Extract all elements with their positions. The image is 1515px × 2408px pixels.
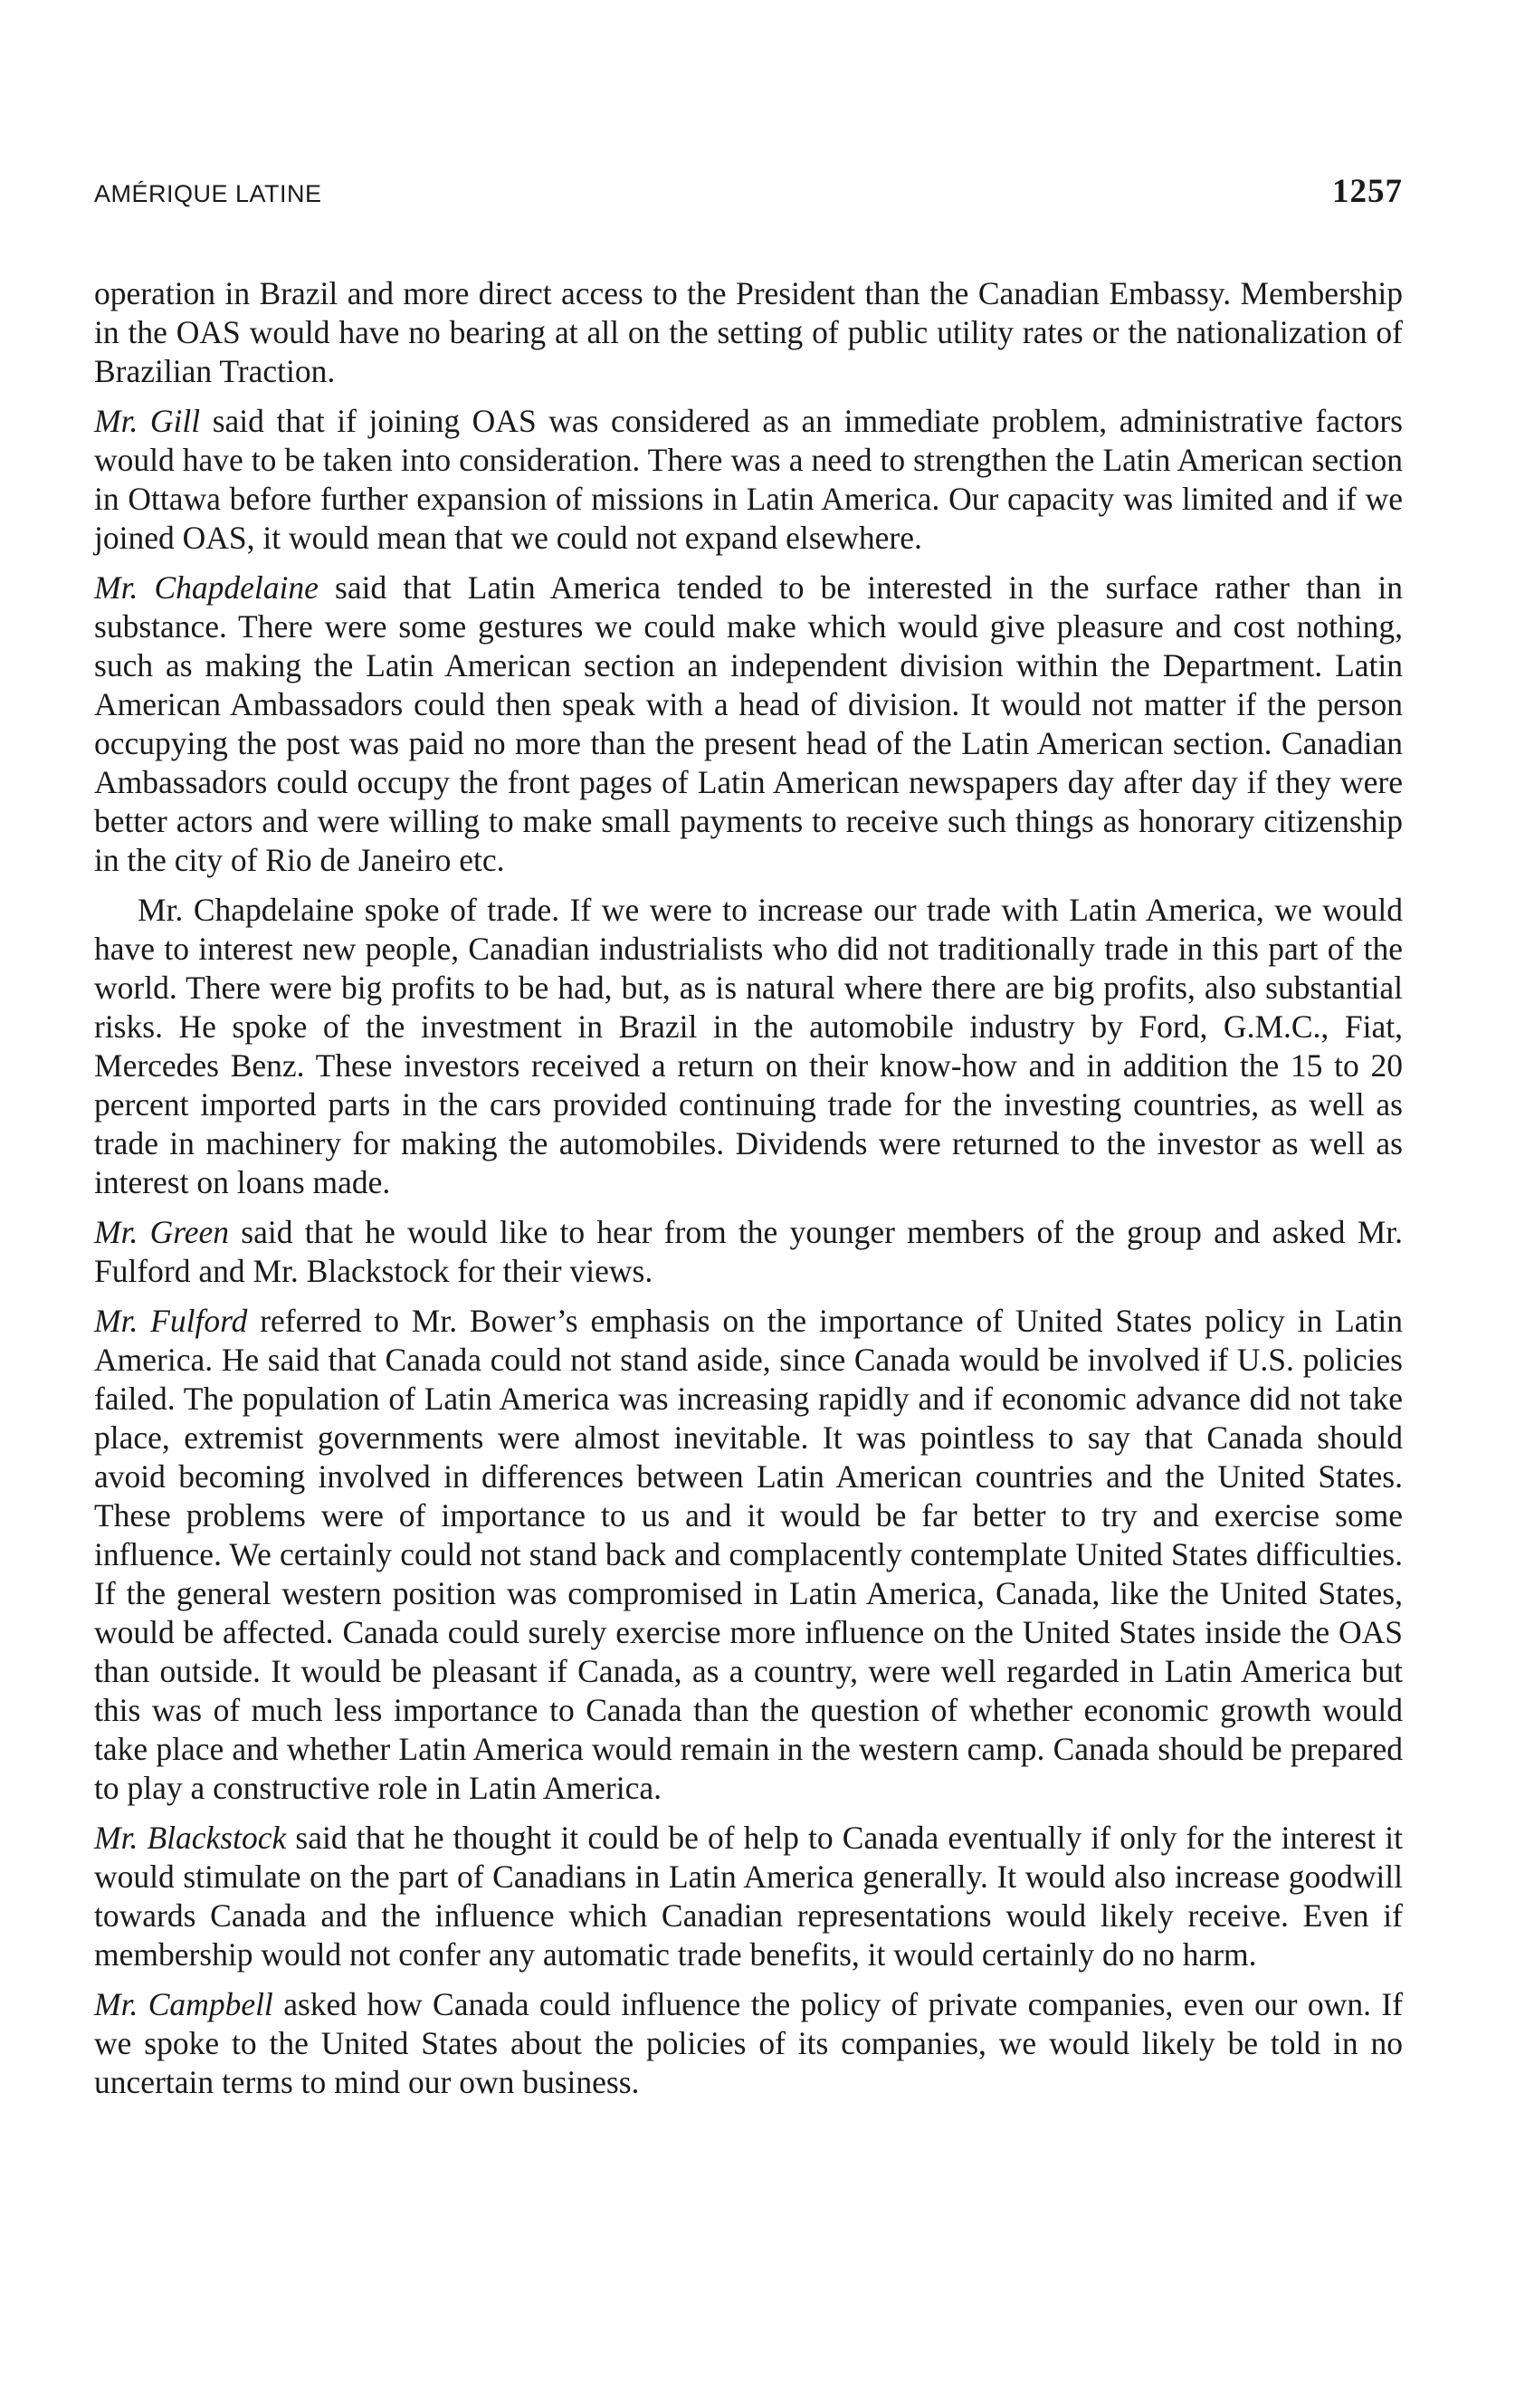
paragraph-text: asked how Canada could influence the policy of private companies, even our own. If we spoke to the United States about the policies of its companies, we would likely be told in no uncertain terms to mind our own business. [94, 1986, 1404, 2100]
speaker-name: Mr. Chapdelaine [94, 569, 319, 606]
paragraph-text: said that Latin America tended to be interested in the surface rather than in substance. There were some gestures we could make which would give pleasure and cost nothing, such as making the Latin American section an independent division within the Department. Latin American Ambassadors could then speak with a head of division. It would not matter if the person occupying the post was paid no more than the present head of the Latin American section. Canadian Ambassadors could occupy the front pages of Latin American newspapers day after day if they were better actors and were willing to make small payments to receive such things as honorary citizenship in the city of Rio de Janeiro etc. [94, 569, 1403, 878]
paragraph-text: operation in Brazil and more direct access to the President than the Canadian Embassy. Membership in the OAS would have no bearing at all on the setting of public utility rates or the nationalization of Brazilian Traction. [94, 275, 1403, 389]
paragraph-green [94, 1213, 1403, 1291]
speaker-name: Mr. Green [94, 1214, 229, 1250]
paragraph-text: said that he would like to hear from the younger members of the group and asked Mr. Fulford and Mr. Blackstock for their views. [94, 1214, 1403, 1289]
speaker-name: Mr. Fulford [94, 1303, 248, 1339]
paragraph-fulford [94, 1302, 1403, 1808]
paragraph-chapdelaine [94, 569, 1403, 880]
paragraph-text: referred to Mr. Bower’s emphasis on the importance of United States policy in Latin America. He said that Canada could not stand aside, since Canada would be involved if U.S. policies failed. The population of Latin America was increasing rapidly and if economic advance did not take place, extremist governments were almost inevitable. It was pointless to say that Canada should avoid becoming involved in differences between Latin American countries and the United States. These problems were of importance to us and it would be far better to try and exercise some influence. We certainly could not stand back and complacently contemplate United States difficulties. If the general western position was compromised in Latin America, Canada, like the United States, would be affected. Canada could surely exercise more influence on the United States inside the OAS than outside. It would be pleasant if Canada, as a country, were well regarded in Latin America but this was of much less importance to Canada than the question of whether economic growth would take place and whether Latin America would remain in the western camp. Canada should be prepared to play a constructive role in Latin America. [94, 1303, 1403, 1806]
section-title: AMÉRIQUE LATINE [94, 180, 322, 207]
paragraph-text: said that he thought it could be of help to Canada eventually if only for the interest it would stimulate on the part of Canadians in Latin America generally. It would also increase goodwill towards Canada and the influence which Canadian representations would likely receive. Even if membership would not confer any automatic trade benefits, it would certainly do no harm. [94, 1820, 1403, 1973]
paragraph-text: Mr. Chapdelaine spoke of trade. If we were to increase our trade with Latin America, we would have to interest new people, Canadian industrialists who did not traditionally trade in this part of the world. There were big profits to be had, but, as is natural where there are big profits, also substantial risks. He spoke of the investment in Brazil in the automobile industry by Ford, G.M.C., Fiat, Mercedes Benz. These investors received a return on their know-how and in addition the 15 to 20 percent imported parts in the cars provided continuing trade for the investing countries, as well as trade in machinery for making the automobiles. Dividends were returned to the investor as well as interest on loans made. [94, 892, 1403, 1200]
paragraph-blackstock [94, 1819, 1403, 1974]
paragraph-continuation [94, 274, 1403, 391]
paragraph-chapdelaine-trade [94, 891, 1403, 1202]
document-page [94, 172, 1403, 2113]
paragraph-campbell [94, 1985, 1403, 2102]
paragraph-gill [94, 402, 1403, 558]
speaker-name: Mr. Blackstock [94, 1820, 287, 1856]
speaker-name: Mr. Campbell [94, 1986, 273, 2022]
paragraph-text: said that if joining OAS was considered as an immediate problem, administrative factors would have to be taken into consideration. There was a need to strengthen the Latin American section in Ottawa before further expansion of missions in Latin America. Our capacity was limited and if we joined OAS, it would mean that we could not expand elsewhere. [94, 403, 1403, 556]
page-number: 1257 [1332, 173, 1403, 210]
running-header [94, 172, 1403, 211]
speaker-name: Mr. Gill [94, 403, 201, 439]
body-text [94, 274, 1403, 2102]
